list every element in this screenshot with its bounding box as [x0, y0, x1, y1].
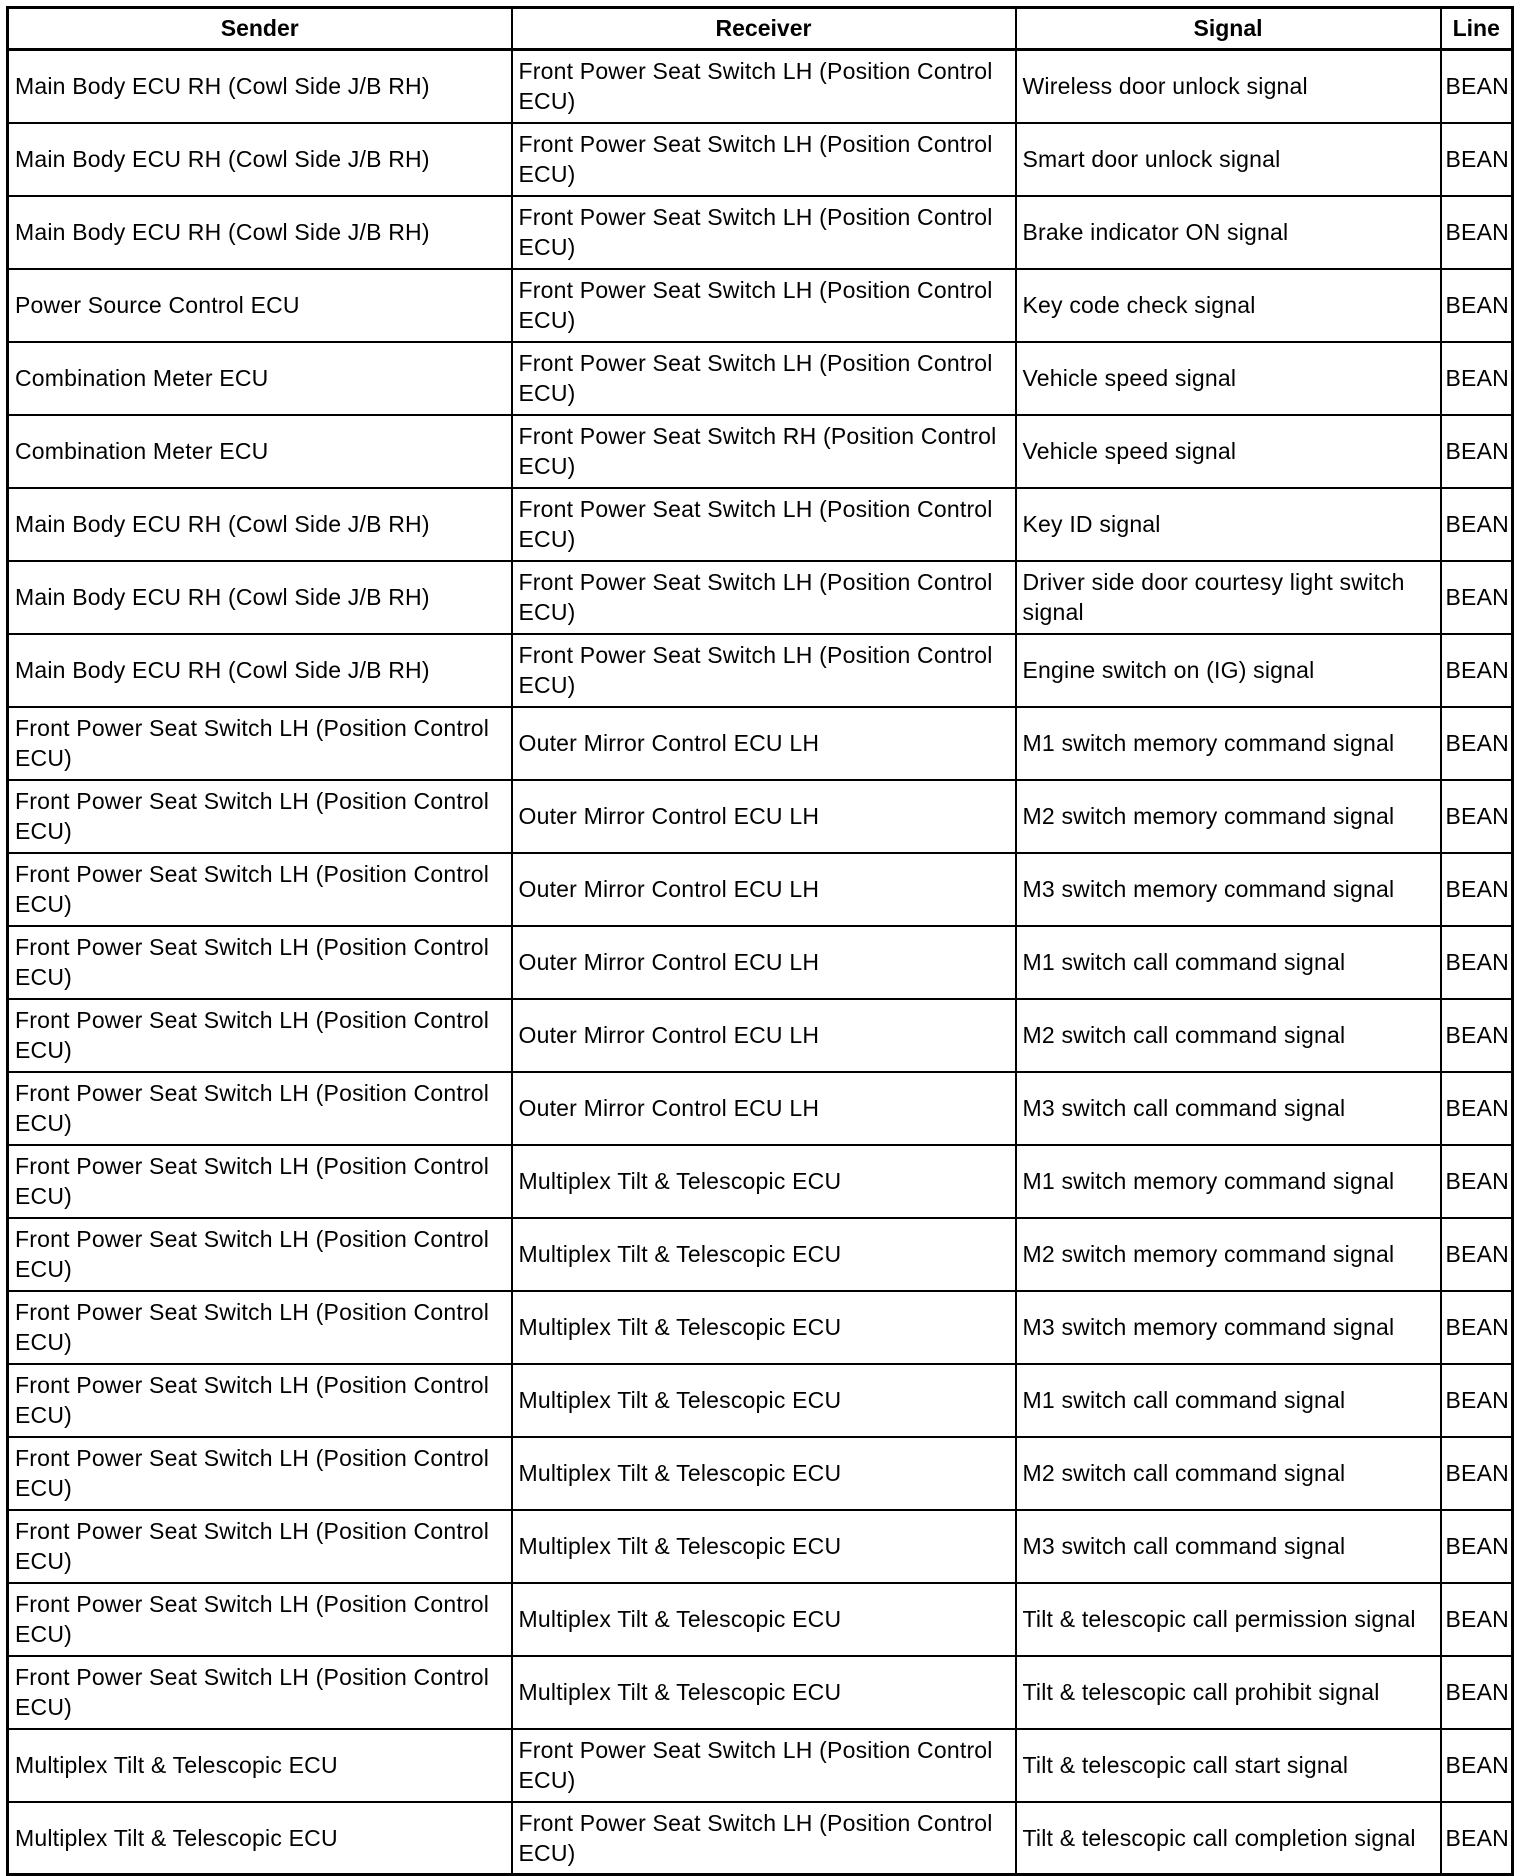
cell-sender: Main Body ECU RH (Cowl Side J/B RH) — [8, 50, 512, 123]
cell-sender: Front Power Seat Switch LH (Position Control ECU) — [8, 1437, 512, 1510]
cell-signal: M3 switch memory command signal — [1016, 853, 1441, 926]
cell-line: BEAN — [1441, 196, 1513, 269]
cell-receiver: Front Power Seat Switch LH (Position Control ECU) — [512, 123, 1016, 196]
cell-receiver: Outer Mirror Control ECU LH — [512, 999, 1016, 1072]
cell-sender: Front Power Seat Switch LH (Position Control ECU) — [8, 1364, 512, 1437]
cell-receiver: Outer Mirror Control ECU LH — [512, 707, 1016, 780]
cell-receiver: Outer Mirror Control ECU LH — [512, 1072, 1016, 1145]
cell-signal: Wireless door unlock signal — [1016, 50, 1441, 123]
cell-line: BEAN — [1441, 853, 1513, 926]
table-header — [8, 8, 1513, 50]
cell-sender: Main Body ECU RH (Cowl Side J/B RH) — [8, 196, 512, 269]
cell-receiver: Front Power Seat Switch LH (Position Control ECU) — [512, 488, 1016, 561]
cell-line: BEAN — [1441, 1656, 1513, 1729]
cell-sender: Front Power Seat Switch LH (Position Control ECU) — [8, 1291, 512, 1364]
table-row — [8, 342, 1513, 415]
cell-receiver: Front Power Seat Switch LH (Position Control ECU) — [512, 196, 1016, 269]
cell-signal: M2 switch memory command signal — [1016, 1218, 1441, 1291]
cell-sender: Main Body ECU RH (Cowl Side J/B RH) — [8, 634, 512, 707]
cell-line: BEAN — [1441, 707, 1513, 780]
cell-signal: Key code check signal — [1016, 269, 1441, 342]
cell-line: BEAN — [1441, 1802, 1513, 1875]
cell-line: BEAN — [1441, 50, 1513, 123]
cell-receiver: Multiplex Tilt & Telescopic ECU — [512, 1364, 1016, 1437]
cell-line: BEAN — [1441, 123, 1513, 196]
cell-sender: Front Power Seat Switch LH (Position Control ECU) — [8, 1145, 512, 1218]
cell-signal: M2 switch call command signal — [1016, 1437, 1441, 1510]
cell-signal: Smart door unlock signal — [1016, 123, 1441, 196]
cell-line: BEAN — [1441, 1291, 1513, 1364]
cell-sender: Front Power Seat Switch LH (Position Control ECU) — [8, 1218, 512, 1291]
cell-receiver: Front Power Seat Switch LH (Position Control ECU) — [512, 1802, 1016, 1875]
cell-line: BEAN — [1441, 269, 1513, 342]
cell-receiver: Front Power Seat Switch LH (Position Control ECU) — [512, 634, 1016, 707]
table-row — [8, 780, 1513, 853]
cell-signal: M2 switch memory command signal — [1016, 780, 1441, 853]
cell-line: BEAN — [1441, 780, 1513, 853]
header-signal: Signal — [1016, 8, 1441, 50]
communication-table — [6, 6, 1514, 1876]
cell-sender: Front Power Seat Switch LH (Position Control ECU) — [8, 1656, 512, 1729]
cell-sender: Combination Meter ECU — [8, 342, 512, 415]
table-row — [8, 1729, 1513, 1802]
cell-receiver: Multiplex Tilt & Telescopic ECU — [512, 1437, 1016, 1510]
table-row — [8, 269, 1513, 342]
cell-signal: Tilt & telescopic call permission signal — [1016, 1583, 1441, 1656]
cell-sender: Main Body ECU RH (Cowl Side J/B RH) — [8, 561, 512, 634]
table-row — [8, 926, 1513, 999]
cell-signal: Driver side door courtesy light switch signal — [1016, 561, 1441, 634]
cell-sender: Front Power Seat Switch LH (Position Control ECU) — [8, 926, 512, 999]
table-row — [8, 1218, 1513, 1291]
table-row — [8, 1072, 1513, 1145]
cell-sender: Multiplex Tilt & Telescopic ECU — [8, 1729, 512, 1802]
cell-receiver: Front Power Seat Switch LH (Position Control ECU) — [512, 561, 1016, 634]
cell-sender: Power Source Control ECU — [8, 269, 512, 342]
table-row — [8, 1145, 1513, 1218]
header-row — [8, 8, 1513, 50]
cell-line: BEAN — [1441, 561, 1513, 634]
table-row — [8, 561, 1513, 634]
cell-signal: M1 switch memory command signal — [1016, 1145, 1441, 1218]
header-sender: Sender — [8, 8, 512, 50]
cell-line: BEAN — [1441, 342, 1513, 415]
cell-receiver: Multiplex Tilt & Telescopic ECU — [512, 1510, 1016, 1583]
table-row — [8, 50, 1513, 123]
cell-receiver: Front Power Seat Switch RH (Position Control ECU) — [512, 415, 1016, 488]
cell-line: BEAN — [1441, 488, 1513, 561]
table-row — [8, 415, 1513, 488]
cell-receiver: Outer Mirror Control ECU LH — [512, 926, 1016, 999]
header-line: Line — [1441, 8, 1513, 50]
table-row — [8, 1656, 1513, 1729]
cell-receiver: Front Power Seat Switch LH (Position Control ECU) — [512, 269, 1016, 342]
cell-signal: Key ID signal — [1016, 488, 1441, 561]
cell-receiver: Multiplex Tilt & Telescopic ECU — [512, 1291, 1016, 1364]
cell-receiver: Outer Mirror Control ECU LH — [512, 780, 1016, 853]
cell-receiver: Multiplex Tilt & Telescopic ECU — [512, 1583, 1016, 1656]
cell-receiver: Multiplex Tilt & Telescopic ECU — [512, 1218, 1016, 1291]
cell-signal: Vehicle speed signal — [1016, 415, 1441, 488]
table-row — [8, 999, 1513, 1072]
cell-signal: M2 switch call command signal — [1016, 999, 1441, 1072]
cell-line: BEAN — [1441, 1072, 1513, 1145]
cell-line: BEAN — [1441, 1218, 1513, 1291]
table-row — [8, 707, 1513, 780]
cell-receiver: Multiplex Tilt & Telescopic ECU — [512, 1656, 1016, 1729]
cell-sender: Front Power Seat Switch LH (Position Control ECU) — [8, 853, 512, 926]
table-row — [8, 196, 1513, 269]
cell-sender: Combination Meter ECU — [8, 415, 512, 488]
cell-line: BEAN — [1441, 999, 1513, 1072]
cell-line: BEAN — [1441, 1510, 1513, 1583]
table-row — [8, 1291, 1513, 1364]
cell-line: BEAN — [1441, 1437, 1513, 1510]
cell-signal: M3 switch call command signal — [1016, 1072, 1441, 1145]
cell-sender: Front Power Seat Switch LH (Position Control ECU) — [8, 780, 512, 853]
cell-line: BEAN — [1441, 1364, 1513, 1437]
cell-line: BEAN — [1441, 926, 1513, 999]
cell-receiver: Front Power Seat Switch LH (Position Control ECU) — [512, 50, 1016, 123]
cell-line: BEAN — [1441, 1729, 1513, 1802]
cell-line: BEAN — [1441, 1145, 1513, 1218]
cell-sender: Front Power Seat Switch LH (Position Control ECU) — [8, 1072, 512, 1145]
cell-signal: Engine switch on (IG) signal — [1016, 634, 1441, 707]
table-row — [8, 488, 1513, 561]
table-row — [8, 1510, 1513, 1583]
cell-sender: Main Body ECU RH (Cowl Side J/B RH) — [8, 123, 512, 196]
cell-sender: Front Power Seat Switch LH (Position Control ECU) — [8, 1510, 512, 1583]
cell-receiver: Front Power Seat Switch LH (Position Control ECU) — [512, 1729, 1016, 1802]
cell-sender: Front Power Seat Switch LH (Position Control ECU) — [8, 999, 512, 1072]
cell-receiver: Multiplex Tilt & Telescopic ECU — [512, 1145, 1016, 1218]
cell-line: BEAN — [1441, 634, 1513, 707]
cell-receiver: Front Power Seat Switch LH (Position Control ECU) — [512, 342, 1016, 415]
header-receiver: Receiver — [512, 8, 1016, 50]
cell-line: BEAN — [1441, 1583, 1513, 1656]
table-row — [8, 123, 1513, 196]
cell-signal: M3 switch call command signal — [1016, 1510, 1441, 1583]
table-row — [8, 1437, 1513, 1510]
cell-line: BEAN — [1441, 415, 1513, 488]
cell-signal: Tilt & telescopic call start signal — [1016, 1729, 1441, 1802]
cell-signal: M1 switch call command signal — [1016, 926, 1441, 999]
cell-sender: Multiplex Tilt & Telescopic ECU — [8, 1802, 512, 1875]
cell-signal: M1 switch call command signal — [1016, 1364, 1441, 1437]
cell-signal: Tilt & telescopic call prohibit signal — [1016, 1656, 1441, 1729]
table-row — [8, 853, 1513, 926]
table-row — [8, 634, 1513, 707]
cell-signal: M1 switch memory command signal — [1016, 707, 1441, 780]
cell-sender: Main Body ECU RH (Cowl Side J/B RH) — [8, 488, 512, 561]
cell-sender: Front Power Seat Switch LH (Position Control ECU) — [8, 707, 512, 780]
cell-signal: Brake indicator ON signal — [1016, 196, 1441, 269]
table-row — [8, 1583, 1513, 1656]
cell-receiver: Outer Mirror Control ECU LH — [512, 853, 1016, 926]
communication-table-sheet — [6, 6, 1511, 1866]
cell-signal: Tilt & telescopic call completion signal — [1016, 1802, 1441, 1875]
cell-sender: Front Power Seat Switch LH (Position Control ECU) — [8, 1583, 512, 1656]
table-body — [8, 50, 1513, 1875]
cell-signal: M3 switch memory command signal — [1016, 1291, 1441, 1364]
cell-signal: Vehicle speed signal — [1016, 342, 1441, 415]
table-row — [8, 1364, 1513, 1437]
